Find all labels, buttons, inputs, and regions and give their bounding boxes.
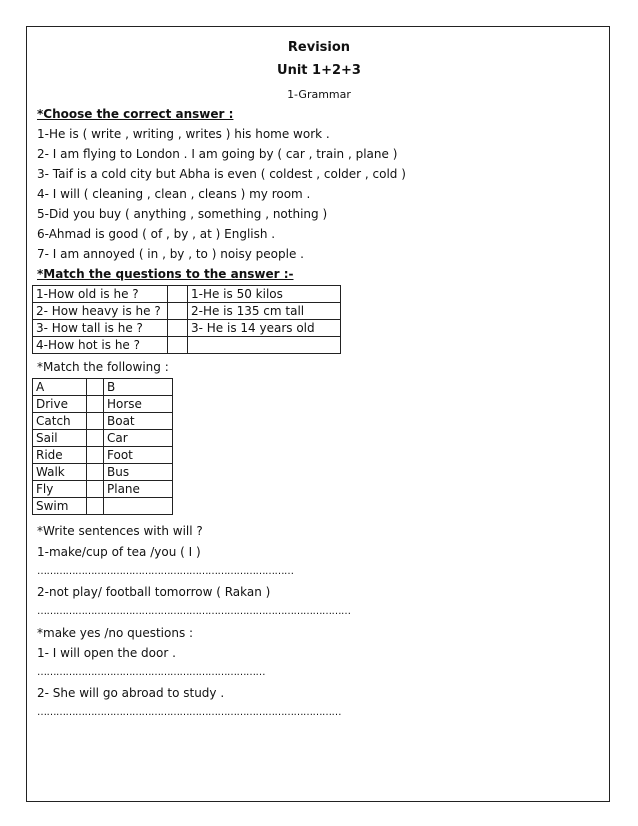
column-b-cell: B xyxy=(104,379,173,396)
column-a-cell: Walk xyxy=(33,464,87,481)
sentence-prompt: 2-not play/ football tomorrow ( Rakan ) xyxy=(37,585,271,599)
match-following-table xyxy=(32,378,173,515)
match-following-heading: *Match the following : xyxy=(37,360,169,374)
answer-cell: 3- He is 14 years old xyxy=(188,320,341,337)
answer-blank[interactable] xyxy=(87,481,104,498)
answer-blank[interactable] xyxy=(87,396,104,413)
match-questions-table xyxy=(32,285,341,354)
column-a-cell: Sail xyxy=(33,430,87,447)
table-row xyxy=(33,464,173,481)
answer-line[interactable]: ……………………………………………………………… xyxy=(37,667,265,678)
answer-cell xyxy=(188,337,341,354)
question-cell: 4-How hot is he ? xyxy=(33,337,168,354)
choose-item: 2- I am flying to London . I am going by ( car , train , plane ) xyxy=(37,147,398,161)
column-b-cell: Boat xyxy=(104,413,173,430)
choose-heading: *Choose the correct answer : xyxy=(37,107,234,121)
table-row xyxy=(33,320,341,337)
write-sentences-heading: *Write sentences with will ? xyxy=(37,524,203,538)
column-a-cell: Ride xyxy=(33,447,87,464)
table-row xyxy=(33,286,341,303)
choose-item: 3- Taif is a cold city but Abha is even ( coldest , colder , cold ) xyxy=(37,167,406,181)
column-a-cell: Drive xyxy=(33,396,87,413)
answer-blank[interactable] xyxy=(87,413,104,430)
answer-blank[interactable] xyxy=(168,303,188,320)
table-row xyxy=(33,430,173,447)
column-b-cell xyxy=(104,498,173,515)
choose-item: 6-Ahmad is good ( of , by , at ) English . xyxy=(37,227,276,241)
answer-blank[interactable] xyxy=(87,447,104,464)
sentence-prompt: 1-make/cup of tea /you ( I ) xyxy=(37,545,201,559)
table-row xyxy=(33,396,173,413)
answer-blank[interactable] xyxy=(168,320,188,337)
choose-item: 4- I will ( cleaning , clean , cleans ) my room . xyxy=(37,187,311,201)
answer-cell: 1-He is 50 kilos xyxy=(188,286,341,303)
match-questions-heading: *Match the questions to the answer :- xyxy=(37,267,294,281)
column-b-cell: Plane xyxy=(104,481,173,498)
answer-blank[interactable] xyxy=(87,464,104,481)
column-b-cell: Car xyxy=(104,430,173,447)
question-cell: 3- How tall is he ? xyxy=(33,320,168,337)
choose-item: 1-He is ( write , writing , writes ) his home work . xyxy=(37,127,330,141)
column-a-cell: A xyxy=(33,379,87,396)
yes-no-prompt: 1- I will open the door . xyxy=(37,646,176,660)
section-title: 1-Grammar xyxy=(287,88,351,101)
question-cell: 2- How heavy is he ? xyxy=(33,303,168,320)
column-a-cell: Fly xyxy=(33,481,87,498)
table-row xyxy=(33,498,173,515)
answer-blank[interactable] xyxy=(168,337,188,354)
table-row xyxy=(33,379,173,396)
answer-line[interactable]: ……………………………………………………………………………………… xyxy=(37,606,351,617)
answer-blank[interactable] xyxy=(87,498,104,515)
answer-blank[interactable] xyxy=(87,379,104,396)
answer-blank[interactable] xyxy=(87,430,104,447)
column-b-cell: Horse xyxy=(104,396,173,413)
table-row xyxy=(33,447,173,464)
table-row xyxy=(33,481,173,498)
question-cell: 1-How old is he ? xyxy=(33,286,168,303)
page-title: Revision xyxy=(287,40,351,55)
yes-no-prompt: 2- She will go abroad to study . xyxy=(37,686,225,700)
choose-item: 5-Did you buy ( anything , something , nothing ) xyxy=(37,207,328,221)
column-b-cell: Bus xyxy=(104,464,173,481)
answer-line[interactable]: ……………………………………………………………………… xyxy=(37,566,294,577)
answer-cell: 2-He is 135 cm tall xyxy=(188,303,341,320)
table-row xyxy=(33,337,341,354)
choose-item: 7- I am annoyed ( in , by , to ) noisy people . xyxy=(37,247,304,261)
unit-title: Unit 1+2+3 xyxy=(277,63,361,78)
yes-no-heading: *make yes /no questions : xyxy=(37,626,194,640)
column-b-cell: Foot xyxy=(104,447,173,464)
answer-blank[interactable] xyxy=(168,286,188,303)
table-row xyxy=(33,303,341,320)
answer-line[interactable]: …………………………………………………………………………………… xyxy=(37,707,341,718)
table-row xyxy=(33,413,173,430)
column-a-cell: Swim xyxy=(33,498,87,515)
column-a-cell: Catch xyxy=(33,413,87,430)
